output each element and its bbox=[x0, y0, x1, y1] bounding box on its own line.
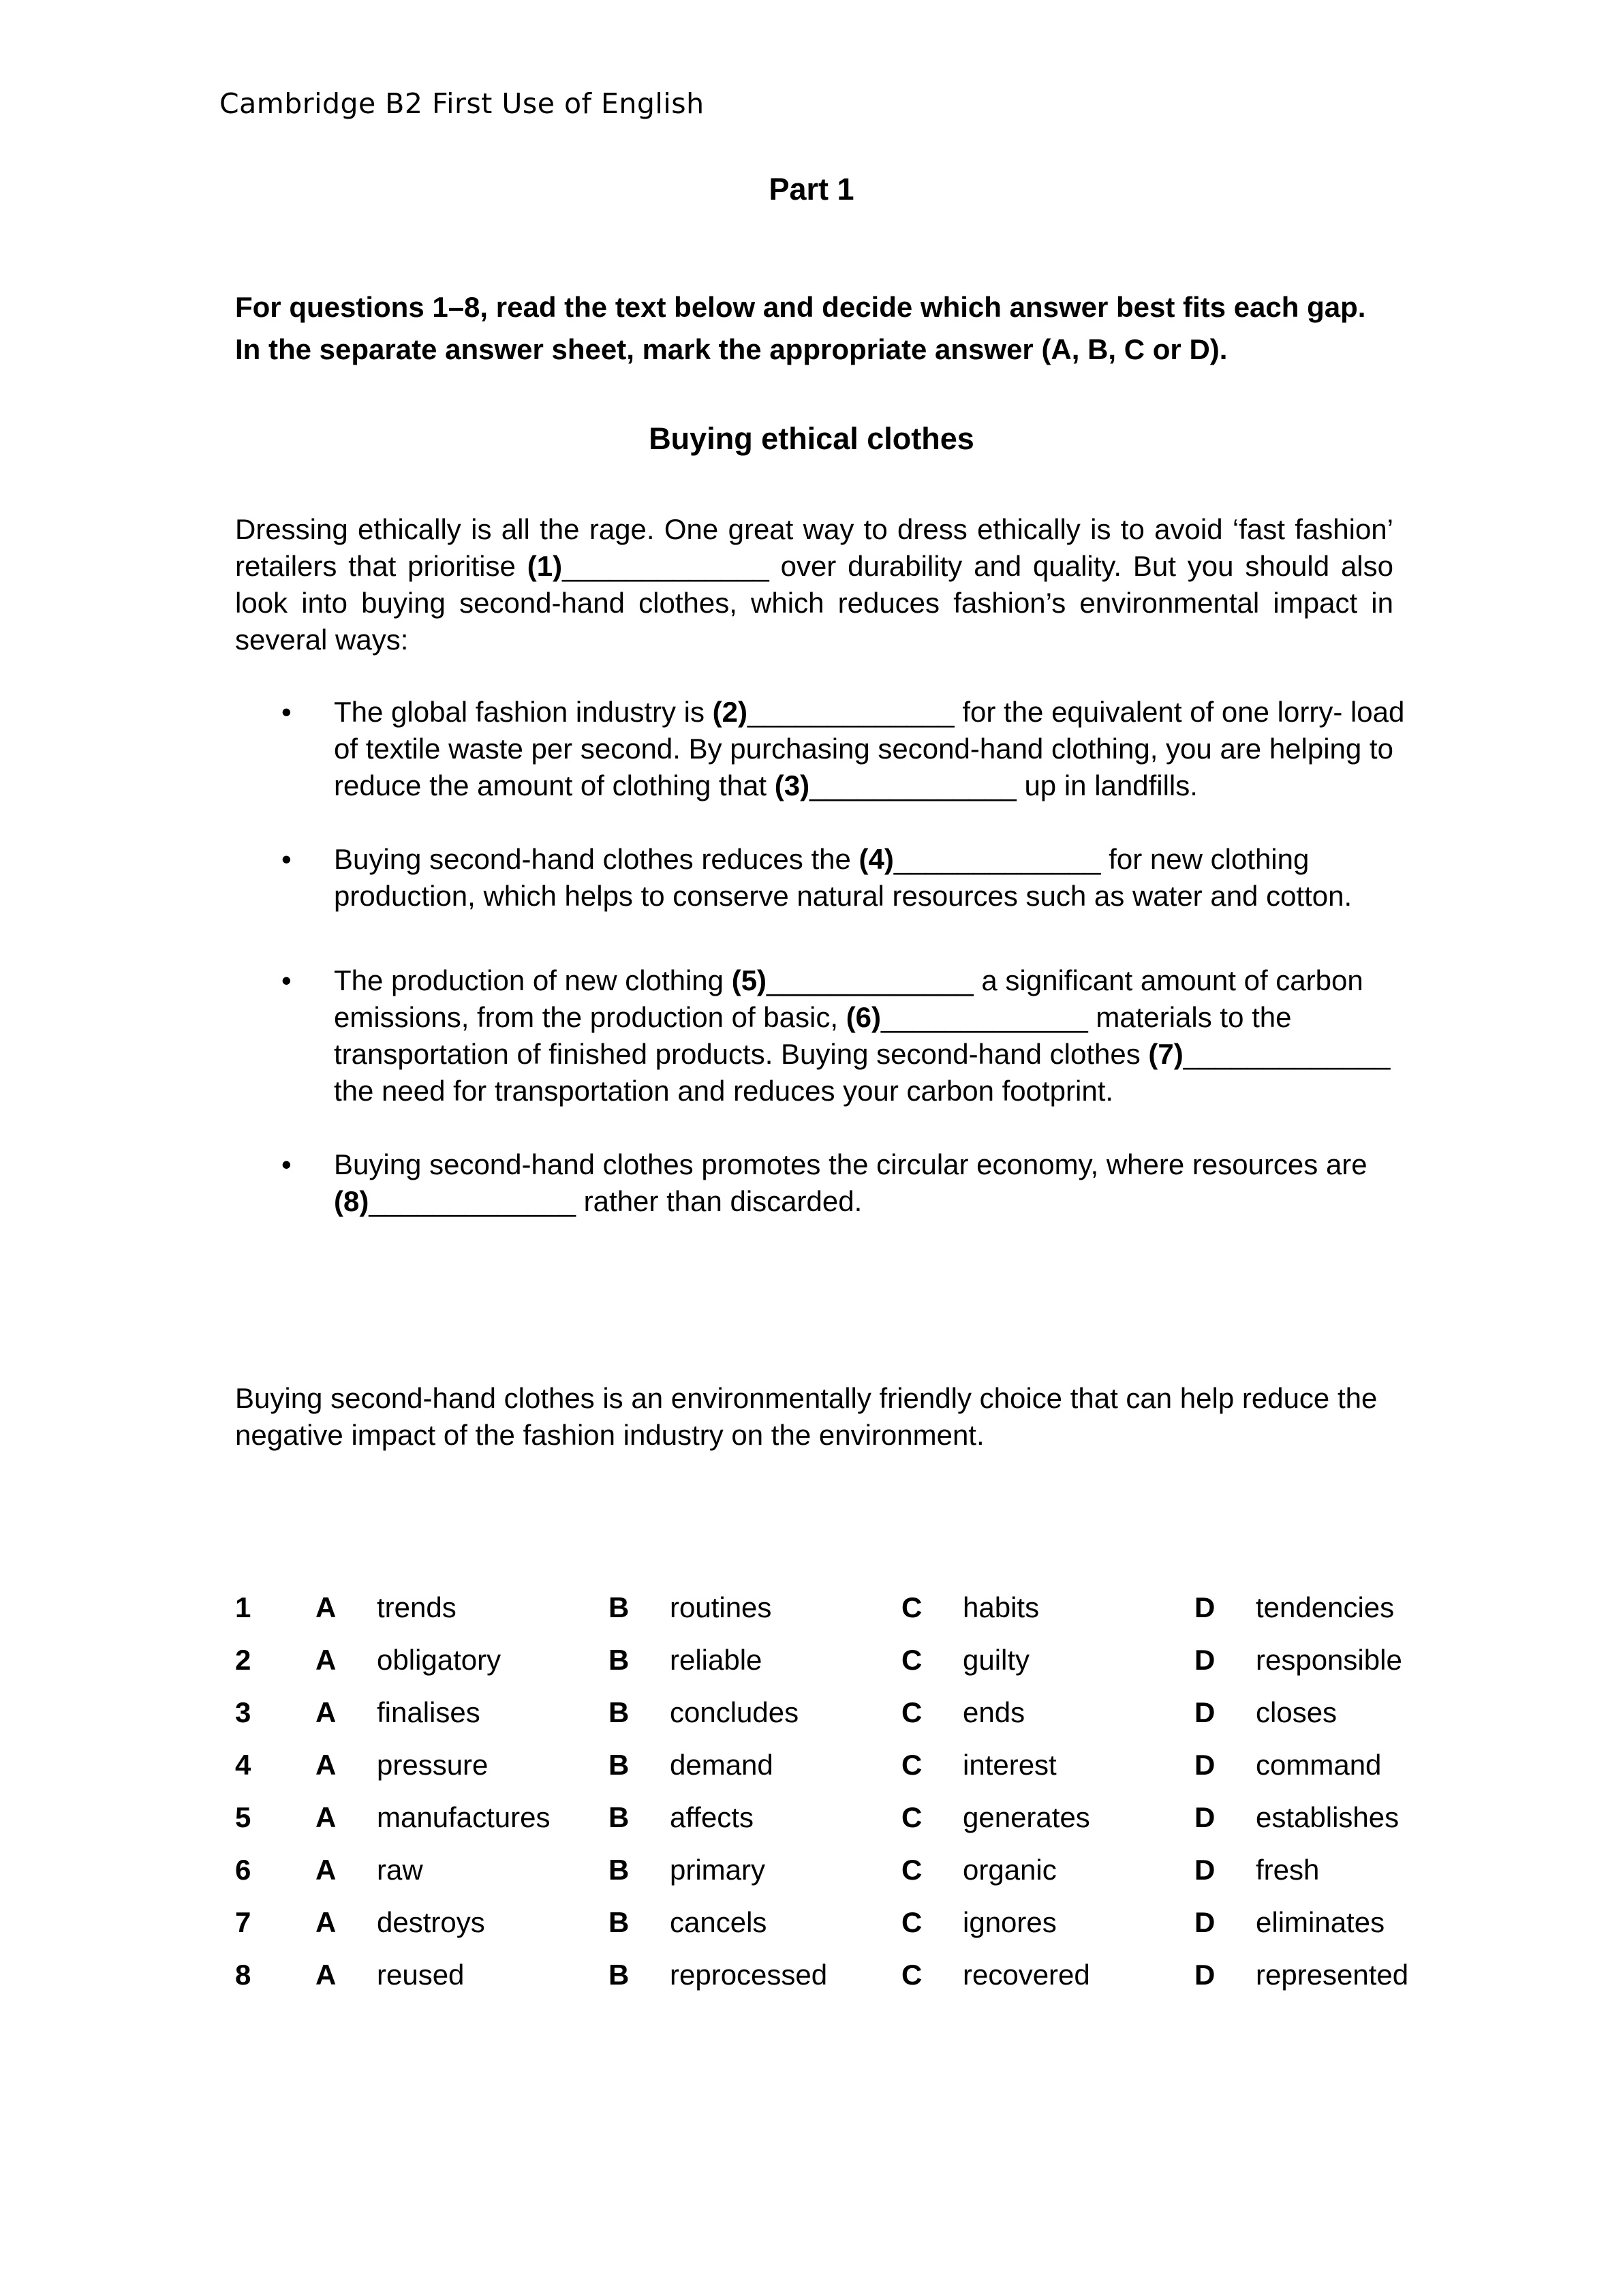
option-row-4 bbox=[235, 1739, 1433, 1791]
question-number: 4 bbox=[235, 1748, 251, 1781]
bullet-text: materials to the transportation of finished products. Buying second-hand clothes bbox=[334, 1001, 1292, 1070]
question-number: 2 bbox=[235, 1643, 251, 1676]
option-word-d: responsible bbox=[1256, 1643, 1402, 1676]
closing-paragraph: Buying second-hand clothes is an environmentally friendly choice that can help reduce the negative impact of the fashion industry on the environment. bbox=[235, 1382, 1378, 1451]
option-word-d: command bbox=[1256, 1748, 1382, 1781]
question-number: 3 bbox=[235, 1696, 251, 1728]
option-row-1 bbox=[235, 1581, 1433, 1634]
option-letter-b: B bbox=[608, 1905, 630, 1938]
option-word-c: interest bbox=[963, 1748, 1057, 1781]
option-row-6 bbox=[235, 1843, 1433, 1896]
option-letter-a: A bbox=[315, 1801, 337, 1833]
gap-blank: _____________ bbox=[369, 1185, 576, 1217]
option-word-d: represented bbox=[1256, 1958, 1409, 1991]
option-word-a: pressure bbox=[377, 1748, 489, 1781]
option-letter-c: C bbox=[901, 1958, 923, 1991]
gap-blank: _____________ bbox=[881, 1001, 1088, 1033]
bullet-item bbox=[235, 841, 1407, 915]
option-word-b: demand bbox=[670, 1748, 773, 1781]
option-letter-d: D bbox=[1194, 1643, 1216, 1676]
question-number: 5 bbox=[235, 1801, 251, 1833]
option-letter-c: C bbox=[901, 1643, 923, 1676]
instructions bbox=[235, 286, 1407, 371]
gap-number: (3) bbox=[774, 769, 810, 801]
option-row-8 bbox=[235, 1948, 1433, 2001]
option-letter-a: A bbox=[315, 1748, 337, 1781]
bullet-item bbox=[235, 694, 1407, 804]
option-word-a: obligatory bbox=[377, 1643, 501, 1676]
bullet-icon: • bbox=[281, 843, 292, 875]
question-number: 7 bbox=[235, 1905, 251, 1938]
gap-number: (6) bbox=[846, 1001, 882, 1033]
question-number: 6 bbox=[235, 1853, 251, 1886]
option-row-7 bbox=[235, 1896, 1433, 1948]
bullet-text: up in landfills. bbox=[1016, 769, 1198, 801]
option-letter-a: A bbox=[315, 1591, 337, 1623]
option-letter-d: D bbox=[1194, 1905, 1216, 1938]
gap-number: (5) bbox=[731, 964, 767, 996]
gap-number: (1) bbox=[527, 550, 563, 582]
option-letter-d: D bbox=[1194, 1958, 1216, 1991]
option-word-a: trends bbox=[377, 1591, 457, 1623]
bullet-text: for the equivalent of one lorry- load of textile waste per second. By purchasing second-hand clothing, you are helping to reduce the amount of clothing that bbox=[334, 696, 1405, 801]
option-word-a: manufactures bbox=[377, 1801, 551, 1833]
option-letter-d: D bbox=[1194, 1748, 1216, 1781]
option-word-d: closes bbox=[1256, 1696, 1338, 1728]
question-number: 1 bbox=[235, 1591, 251, 1623]
gap-blank: _____________ bbox=[562, 550, 769, 582]
option-word-c: recovered bbox=[963, 1958, 1090, 1991]
intro-paragraph bbox=[235, 511, 1393, 658]
option-letter-d: D bbox=[1194, 1696, 1216, 1728]
bullet-text: Buying second-hand clothes reduces the bbox=[334, 843, 859, 875]
option-word-b: affects bbox=[670, 1801, 754, 1833]
option-row-3 bbox=[235, 1686, 1433, 1739]
intro-text: over durability and quality. But you should also look into buying second-hand clothes, which reduces fashion’s environmental impact in several ways: bbox=[235, 550, 1393, 656]
instruction-line: For questions 1–8, read the text below and decide which answer best fits each gap. bbox=[235, 291, 1366, 323]
option-word-d: eliminates bbox=[1256, 1905, 1385, 1938]
instruction-line: In the separate answer sheet, mark the appropriate answer (A, B, C or D). bbox=[235, 333, 1228, 365]
option-word-b: reprocessed bbox=[670, 1958, 828, 1991]
gap-blank: _____________ bbox=[747, 696, 955, 728]
gap-number: (7) bbox=[1148, 1038, 1184, 1070]
option-word-c: ignores bbox=[963, 1905, 1057, 1938]
option-word-a: destroys bbox=[377, 1905, 485, 1938]
option-letter-a: A bbox=[315, 1643, 337, 1676]
option-letter-b: B bbox=[608, 1801, 630, 1833]
option-letter-d: D bbox=[1194, 1853, 1216, 1886]
question-number: 8 bbox=[235, 1958, 251, 1991]
option-letter-c: C bbox=[901, 1801, 923, 1833]
gap-blank: _____________ bbox=[1183, 1038, 1391, 1070]
gap-blank: _____________ bbox=[893, 843, 1101, 875]
option-word-d: tendencies bbox=[1256, 1591, 1395, 1623]
bullet-list bbox=[235, 694, 1407, 1257]
option-letter-c: C bbox=[901, 1591, 923, 1623]
option-letter-a: A bbox=[315, 1905, 337, 1938]
bullet-text: for new clothing production, which helps to conserve natural resources such as water and cotton. bbox=[334, 843, 1352, 912]
option-row-5 bbox=[235, 1791, 1433, 1843]
option-letter-b: B bbox=[608, 1696, 630, 1728]
option-word-b: cancels bbox=[670, 1905, 767, 1938]
bullet-item bbox=[235, 1146, 1407, 1220]
option-letter-a: A bbox=[315, 1696, 337, 1728]
bullet-icon: • bbox=[281, 1148, 292, 1180]
option-letter-c: C bbox=[901, 1905, 923, 1938]
option-word-a: finalises bbox=[377, 1696, 480, 1728]
option-letter-b: B bbox=[608, 1748, 630, 1781]
bullet-text: The production of new clothing bbox=[334, 964, 732, 996]
passage-title: Buying ethical clothes bbox=[649, 421, 974, 456]
option-word-b: reliable bbox=[670, 1643, 762, 1676]
option-letter-a: A bbox=[315, 1958, 337, 1991]
bullet-text: Buying second-hand clothes promotes the circular economy, where resources are bbox=[334, 1148, 1367, 1180]
option-letter-b: B bbox=[608, 1853, 630, 1886]
option-word-d: fresh bbox=[1256, 1853, 1320, 1886]
answer-options-table bbox=[235, 1581, 1433, 2001]
part-title: Part 1 bbox=[769, 172, 854, 206]
option-letter-b: B bbox=[608, 1958, 630, 1991]
bullet-icon: • bbox=[281, 696, 292, 728]
option-letter-c: C bbox=[901, 1853, 923, 1886]
gap-number: (4) bbox=[859, 843, 894, 875]
option-letter-d: D bbox=[1194, 1801, 1216, 1833]
bullet-text: the need for transportation and reduces your carbon footprint. bbox=[334, 1075, 1114, 1107]
option-word-b: primary bbox=[670, 1853, 766, 1886]
option-word-c: guilty bbox=[963, 1643, 1030, 1676]
bullet-text: a significant amount of carbon emissions, from the production of basic, bbox=[334, 964, 1363, 1033]
option-word-c: ends bbox=[963, 1696, 1025, 1728]
option-word-c: generates bbox=[963, 1801, 1090, 1833]
option-word-d: establishes bbox=[1256, 1801, 1400, 1833]
document-header: Cambridge B2 First Use of English bbox=[219, 87, 705, 120]
option-letter-b: B bbox=[608, 1643, 630, 1676]
option-letter-c: C bbox=[901, 1696, 923, 1728]
gap-blank: _____________ bbox=[767, 964, 974, 996]
option-word-b: concludes bbox=[670, 1696, 799, 1728]
option-letter-a: A bbox=[315, 1853, 337, 1886]
gap-number: (2) bbox=[712, 696, 747, 728]
intro-text: Dressing ethically is all the rage. One great way to dress ethically is to avoid ‘fast fashion’ retailers that prioritise bbox=[235, 513, 1393, 582]
option-word-c: habits bbox=[963, 1591, 1040, 1623]
gap-number: (8) bbox=[334, 1185, 369, 1217]
option-letter-c: C bbox=[901, 1748, 923, 1781]
bullet-text: rather than discarded. bbox=[576, 1185, 863, 1217]
option-row-2 bbox=[235, 1634, 1433, 1686]
option-word-c: organic bbox=[963, 1853, 1057, 1886]
option-letter-d: D bbox=[1194, 1591, 1216, 1623]
gap-blank: _____________ bbox=[809, 769, 1017, 801]
option-word-a: reused bbox=[377, 1958, 465, 1991]
option-word-a: raw bbox=[377, 1853, 423, 1886]
option-word-b: routines bbox=[670, 1591, 772, 1623]
bullet-item bbox=[235, 962, 1407, 1109]
option-letter-b: B bbox=[608, 1591, 630, 1623]
bullet-icon: • bbox=[281, 964, 292, 996]
bullet-text: The global fashion industry is bbox=[334, 696, 713, 728]
